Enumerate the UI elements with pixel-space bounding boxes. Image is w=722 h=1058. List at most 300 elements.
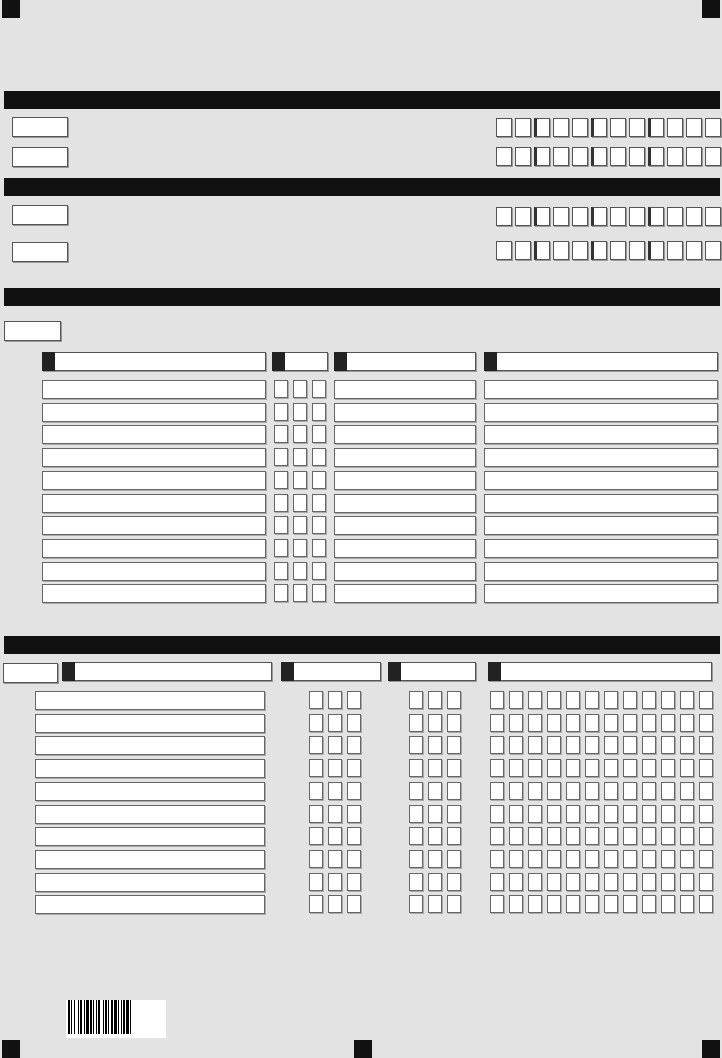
bank-amount-digit-cell[interactable] — [528, 759, 542, 777]
bank-amount-digit-cell[interactable] — [490, 827, 504, 845]
bank-amount-digit-cell[interactable] — [604, 827, 618, 845]
country-code-cell[interactable] — [293, 494, 307, 512]
country-code-cell[interactable] — [312, 516, 326, 534]
bank-country-code-cell[interactable] — [347, 782, 361, 800]
bank-amount-digit-cell[interactable] — [509, 805, 523, 823]
bank-amount-digit-cell[interactable] — [623, 850, 637, 868]
property-type-input[interactable] — [42, 425, 266, 444]
bin-digit-cell[interactable] — [515, 147, 531, 166]
bank-name-input[interactable] — [35, 714, 265, 733]
amount-digit-cell[interactable] — [534, 207, 550, 226]
bank-amount-digit-cell[interactable] — [547, 691, 561, 709]
bank-amount-digit-cell[interactable] — [566, 714, 580, 732]
bank-amount-digit-cell[interactable] — [699, 714, 713, 732]
bank-amount-digit-cell[interactable] — [623, 805, 637, 823]
country-code-cell[interactable] — [274, 471, 288, 489]
bin-digit-cell[interactable] — [705, 147, 721, 166]
currency-code-cell[interactable] — [447, 805, 461, 823]
currency-code-cell[interactable] — [447, 714, 461, 732]
barcode-bar — [130, 1000, 131, 1034]
amount-digit-cell[interactable] — [534, 118, 550, 137]
bank-amount-digit-cell[interactable] — [661, 805, 675, 823]
amount-digit-cell[interactable] — [667, 241, 683, 260]
bank-country-code-cell[interactable] — [309, 850, 323, 868]
bank-country-code-cell[interactable] — [347, 895, 361, 913]
bin-digit-cell[interactable] — [553, 147, 569, 166]
bank-country-code-cell[interactable] — [309, 736, 323, 754]
bank-amount-digit-cell[interactable] — [699, 850, 713, 868]
property-type-input[interactable] — [42, 448, 266, 467]
bank-country-code-cell[interactable] — [309, 759, 323, 777]
bank-amount-digit-cell[interactable] — [604, 759, 618, 777]
bank-amount-digit-cell[interactable] — [661, 691, 675, 709]
bank-amount-digit-cell[interactable] — [566, 782, 580, 800]
bank-amount-digit-cell[interactable] — [547, 873, 561, 891]
bank-name-input[interactable] — [35, 759, 265, 778]
bank-amount-digit-cell[interactable] — [566, 873, 580, 891]
currency-code-cell[interactable] — [447, 895, 461, 913]
currency-code-cell[interactable] — [428, 691, 442, 709]
identification-number-input[interactable] — [334, 539, 476, 558]
property-location-input[interactable] — [484, 516, 718, 535]
property-location-input[interactable] — [484, 584, 718, 603]
bank-amount-digit-cell[interactable] — [680, 691, 694, 709]
country-code-cell[interactable] — [293, 562, 307, 580]
country-code-cell[interactable] — [312, 448, 326, 466]
bank-amount-digit-cell[interactable] — [490, 850, 504, 868]
bank-amount-digit-cell[interactable] — [566, 850, 580, 868]
property-location-input[interactable] — [484, 403, 718, 422]
bank-country-code-cell[interactable] — [347, 736, 361, 754]
bin-digit-cell[interactable] — [591, 147, 607, 166]
bank-amount-digit-cell[interactable] — [509, 714, 523, 732]
property-location-input[interactable] — [484, 562, 718, 581]
bin-digit-cell[interactable] — [648, 147, 664, 166]
currency-code-cell[interactable] — [409, 895, 423, 913]
bank-name-input[interactable] — [35, 827, 265, 846]
bank-amount-digit-cell[interactable] — [623, 873, 637, 891]
bank-amount-digit-cell[interactable] — [642, 691, 656, 709]
country-code-cell[interactable] — [293, 403, 307, 421]
bank-amount-digit-cell[interactable] — [699, 873, 713, 891]
country-code-cell[interactable] — [274, 516, 288, 534]
currency-code-cell[interactable] — [409, 805, 423, 823]
bank-amount-digit-cell[interactable] — [699, 805, 713, 823]
bank-country-code-cell[interactable] — [328, 873, 342, 891]
bank-amount-digit-cell[interactable] — [566, 691, 580, 709]
currency-code-cell[interactable] — [428, 805, 442, 823]
bank-country-code-cell[interactable] — [347, 691, 361, 709]
bank-amount-digit-cell[interactable] — [585, 736, 599, 754]
bank-amount-digit-cell[interactable] — [604, 691, 618, 709]
bank-amount-digit-cell[interactable] — [661, 895, 675, 913]
bank-amount-digit-cell[interactable] — [585, 759, 599, 777]
country-code-cell[interactable] — [274, 448, 288, 466]
bank-amount-digit-cell[interactable] — [604, 895, 618, 913]
amount-digit-cell[interactable] — [553, 118, 569, 137]
bank-country-code-cell[interactable] — [309, 691, 323, 709]
country-code-cell[interactable] — [312, 539, 326, 557]
bank-amount-digit-cell[interactable] — [699, 759, 713, 777]
bank-amount-digit-cell[interactable] — [642, 873, 656, 891]
bank-amount-digit-cell[interactable] — [566, 759, 580, 777]
bank-amount-digit-cell[interactable] — [566, 736, 580, 754]
amount-digit-cell[interactable] — [496, 118, 512, 137]
currency-code-cell[interactable] — [409, 759, 423, 777]
bank-amount-digit-cell[interactable] — [585, 827, 599, 845]
identification-number-input[interactable] — [334, 494, 476, 513]
bank-amount-digit-cell[interactable] — [509, 759, 523, 777]
identification-number-input[interactable] — [334, 516, 476, 535]
property-location-input[interactable] — [484, 471, 718, 490]
amount-digit-cell[interactable] — [610, 207, 626, 226]
bank-amount-digit-cell[interactable] — [680, 714, 694, 732]
bin-digit-cell[interactable] — [534, 147, 550, 166]
identification-number-input[interactable] — [334, 380, 476, 399]
currency-code-cell[interactable] — [428, 873, 442, 891]
currency-code-cell[interactable] — [447, 827, 461, 845]
amount-digit-cell[interactable] — [629, 207, 645, 226]
bank-amount-digit-cell[interactable] — [528, 782, 542, 800]
bank-name-input[interactable] — [35, 873, 265, 892]
property-type-input[interactable] — [42, 562, 266, 581]
amount-digit-cell[interactable] — [705, 118, 721, 137]
currency-code-cell[interactable] — [447, 782, 461, 800]
bank-amount-digit-cell[interactable] — [528, 691, 542, 709]
country-code-cell[interactable] — [312, 380, 326, 398]
property-type-input[interactable] — [42, 584, 266, 603]
amount-digit-cell[interactable] — [496, 207, 512, 226]
identification-number-input[interactable] — [334, 471, 476, 490]
bank-country-code-cell[interactable] — [309, 714, 323, 732]
currency-code-cell[interactable] — [428, 736, 442, 754]
bank-amount-digit-cell[interactable] — [623, 827, 637, 845]
bank-amount-digit-cell[interactable] — [509, 895, 523, 913]
identification-number-input[interactable] — [334, 425, 476, 444]
amount-digit-cell[interactable] — [496, 241, 512, 260]
bank-country-code-cell[interactable] — [309, 873, 323, 891]
property-location-input[interactable] — [484, 380, 718, 399]
bank-amount-digit-cell[interactable] — [680, 873, 694, 891]
bank-amount-digit-cell[interactable] — [604, 850, 618, 868]
amount-digit-cell[interactable] — [686, 241, 702, 260]
bank-amount-digit-cell[interactable] — [490, 736, 504, 754]
bank-amount-digit-cell[interactable] — [661, 759, 675, 777]
identification-number-input[interactable] — [334, 403, 476, 422]
country-code-cell[interactable] — [274, 562, 288, 580]
country-code-cell[interactable] — [312, 494, 326, 512]
bank-amount-digit-cell[interactable] — [547, 805, 561, 823]
bank-amount-digit-cell[interactable] — [604, 736, 618, 754]
bank-country-code-cell[interactable] — [328, 827, 342, 845]
bin-digit-cell[interactable] — [496, 147, 512, 166]
bank-amount-digit-cell[interactable] — [642, 759, 656, 777]
bank-amount-digit-cell[interactable] — [604, 873, 618, 891]
bank-name-input[interactable] — [35, 691, 265, 710]
country-code-cell[interactable] — [312, 471, 326, 489]
bank-country-code-cell[interactable] — [309, 782, 323, 800]
bank-country-code-cell[interactable] — [347, 827, 361, 845]
bank-amount-digit-cell[interactable] — [585, 805, 599, 823]
amount-digit-cell[interactable] — [705, 241, 721, 260]
bank-amount-digit-cell[interactable] — [566, 805, 580, 823]
amount-digit-cell[interactable] — [572, 207, 588, 226]
property-type-input[interactable] — [42, 539, 266, 558]
bin-digit-cell[interactable] — [629, 147, 645, 166]
bank-amount-digit-cell[interactable] — [490, 805, 504, 823]
bank-amount-digit-cell[interactable] — [623, 691, 637, 709]
currency-code-cell[interactable] — [447, 759, 461, 777]
bank-amount-digit-cell[interactable] — [528, 850, 542, 868]
country-code-cell[interactable] — [293, 471, 307, 489]
bank-amount-digit-cell[interactable] — [623, 782, 637, 800]
bank-amount-digit-cell[interactable] — [604, 782, 618, 800]
country-code-cell[interactable] — [293, 516, 307, 534]
bank-amount-digit-cell[interactable] — [699, 895, 713, 913]
amount-digit-cell[interactable] — [667, 207, 683, 226]
bank-amount-digit-cell[interactable] — [585, 895, 599, 913]
bank-amount-digit-cell[interactable] — [547, 759, 561, 777]
bank-country-code-cell[interactable] — [328, 782, 342, 800]
amount-digit-cell[interactable] — [648, 118, 664, 137]
bank-amount-digit-cell[interactable] — [680, 782, 694, 800]
bank-amount-digit-cell[interactable] — [642, 850, 656, 868]
bank-amount-digit-cell[interactable] — [490, 714, 504, 732]
currency-code-cell[interactable] — [409, 782, 423, 800]
amount-digit-cell[interactable] — [553, 207, 569, 226]
bank-amount-digit-cell[interactable] — [642, 805, 656, 823]
bank-amount-digit-cell[interactable] — [585, 850, 599, 868]
currency-code-cell[interactable] — [409, 736, 423, 754]
bank-amount-digit-cell[interactable] — [528, 895, 542, 913]
amount-digit-cell[interactable] — [648, 241, 664, 260]
bank-amount-digit-cell[interactable] — [585, 714, 599, 732]
bank-name-input[interactable] — [35, 895, 265, 914]
country-code-cell[interactable] — [293, 425, 307, 443]
bank-amount-digit-cell[interactable] — [699, 691, 713, 709]
currency-code-cell[interactable] — [428, 850, 442, 868]
bank-country-code-cell[interactable] — [309, 895, 323, 913]
country-code-cell[interactable] — [274, 380, 288, 398]
currency-code-cell[interactable] — [447, 850, 461, 868]
bank-country-code-cell[interactable] — [347, 805, 361, 823]
bank-amount-digit-cell[interactable] — [661, 736, 675, 754]
currency-code-cell[interactable] — [428, 782, 442, 800]
amount-digit-cell[interactable] — [610, 241, 626, 260]
currency-code-cell[interactable] — [409, 691, 423, 709]
amount-digit-cell[interactable] — [591, 207, 607, 226]
identification-number-input[interactable] — [334, 562, 476, 581]
bank-amount-digit-cell[interactable] — [547, 827, 561, 845]
amount-digit-cell[interactable] — [515, 241, 531, 260]
bank-amount-digit-cell[interactable] — [661, 782, 675, 800]
bank-amount-digit-cell[interactable] — [490, 782, 504, 800]
bank-amount-digit-cell[interactable] — [680, 759, 694, 777]
barcode — [66, 1000, 166, 1038]
country-code-cell[interactable] — [274, 539, 288, 557]
bank-amount-digit-cell[interactable] — [509, 873, 523, 891]
bank-amount-digit-cell[interactable] — [699, 736, 713, 754]
currency-code-cell[interactable] — [447, 736, 461, 754]
country-code-cell[interactable] — [274, 494, 288, 512]
bank-amount-digit-cell[interactable] — [547, 782, 561, 800]
bank-amount-digit-cell[interactable] — [547, 895, 561, 913]
bank-amount-digit-cell[interactable] — [642, 714, 656, 732]
bin-digit-cell[interactable] — [686, 147, 702, 166]
bank-amount-digit-cell[interactable] — [642, 895, 656, 913]
property-type-input[interactable] — [42, 494, 266, 513]
bank-amount-digit-cell[interactable] — [699, 827, 713, 845]
bank-amount-digit-cell[interactable] — [680, 736, 694, 754]
bank-amount-digit-cell[interactable] — [585, 691, 599, 709]
country-code-cell[interactable] — [312, 425, 326, 443]
bank-country-code-cell[interactable] — [309, 805, 323, 823]
bank-name-input[interactable] — [35, 850, 265, 869]
bank-amount-digit-cell[interactable] — [509, 782, 523, 800]
bank-amount-digit-cell[interactable] — [680, 850, 694, 868]
amount-digit-cell[interactable] — [515, 118, 531, 137]
bank-amount-digit-cell[interactable] — [566, 827, 580, 845]
currency-code-cell[interactable] — [409, 827, 423, 845]
amount-digit-cell[interactable] — [610, 118, 626, 137]
identification-number-input[interactable] — [334, 584, 476, 603]
amount-digit-cell[interactable] — [648, 207, 664, 226]
property-type-input[interactable] — [42, 380, 266, 399]
property-type-input[interactable] — [42, 471, 266, 490]
bank-name-input[interactable] — [35, 782, 265, 801]
currency-code-cell[interactable] — [447, 873, 461, 891]
bank-amount-digit-cell[interactable] — [566, 895, 580, 913]
bank-amount-digit-cell[interactable] — [661, 714, 675, 732]
amount-digit-cell[interactable] — [515, 207, 531, 226]
bank-amount-digit-cell[interactable] — [680, 827, 694, 845]
bank-amount-digit-cell[interactable] — [585, 873, 599, 891]
bank-country-code-cell[interactable] — [309, 827, 323, 845]
bank-amount-digit-cell[interactable] — [547, 736, 561, 754]
amount-digit-cell[interactable] — [553, 241, 569, 260]
amount-digit-cell[interactable] — [686, 118, 702, 137]
country-code-cell[interactable] — [293, 539, 307, 557]
bank-amount-digit-cell[interactable] — [642, 736, 656, 754]
bank-amount-digit-cell[interactable] — [642, 782, 656, 800]
bank-amount-digit-cell[interactable] — [509, 691, 523, 709]
bank-country-code-cell[interactable] — [328, 691, 342, 709]
currency-code-cell[interactable] — [409, 873, 423, 891]
bank-country-code-cell[interactable] — [328, 895, 342, 913]
bank-amount-digit-cell[interactable] — [490, 691, 504, 709]
bank-amount-digit-cell[interactable] — [509, 850, 523, 868]
bank-country-code-cell[interactable] — [347, 759, 361, 777]
property-type-input[interactable] — [42, 403, 266, 422]
bank-amount-digit-cell[interactable] — [623, 736, 637, 754]
bank-country-code-cell[interactable] — [328, 805, 342, 823]
bank-amount-digit-cell[interactable] — [623, 714, 637, 732]
currency-code-cell[interactable] — [428, 827, 442, 845]
currency-code-cell[interactable] — [447, 691, 461, 709]
bank-country-code-cell[interactable] — [328, 714, 342, 732]
currency-code-cell[interactable] — [428, 759, 442, 777]
bank-amount-digit-cell[interactable] — [604, 714, 618, 732]
property-type-input[interactable] — [42, 516, 266, 535]
bank-amount-digit-cell[interactable] — [661, 850, 675, 868]
bank-amount-digit-cell[interactable] — [623, 759, 637, 777]
bank-name-input[interactable] — [35, 736, 265, 755]
bank-amount-digit-cell[interactable] — [509, 827, 523, 845]
country-code-cell[interactable] — [274, 584, 288, 602]
bank-country-code-cell[interactable] — [347, 873, 361, 891]
bank-amount-digit-cell[interactable] — [547, 850, 561, 868]
country-code-cell[interactable] — [293, 380, 307, 398]
currency-code-cell[interactable] — [428, 895, 442, 913]
bin-digit-cell[interactable] — [610, 147, 626, 166]
property-location-input[interactable] — [484, 425, 718, 444]
currency-code-cell[interactable] — [409, 850, 423, 868]
amount-digit-cell[interactable] — [572, 241, 588, 260]
identification-number-input[interactable] — [334, 448, 476, 467]
amount-digit-cell[interactable] — [629, 241, 645, 260]
bank-amount-digit-cell[interactable] — [547, 714, 561, 732]
bank-amount-digit-cell[interactable] — [680, 805, 694, 823]
country-code-cell[interactable] — [312, 403, 326, 421]
amount-digit-cell[interactable] — [629, 118, 645, 137]
bank-amount-digit-cell[interactable] — [642, 827, 656, 845]
bank-country-code-cell[interactable] — [347, 714, 361, 732]
bank-country-code-cell[interactable] — [328, 759, 342, 777]
bank-amount-digit-cell[interactable] — [509, 736, 523, 754]
bank-country-code-cell[interactable] — [328, 850, 342, 868]
bank-amount-digit-cell[interactable] — [680, 895, 694, 913]
amount-digit-cell[interactable] — [591, 241, 607, 260]
bank-amount-digit-cell[interactable] — [528, 873, 542, 891]
amount-digit-cell[interactable] — [686, 207, 702, 226]
property-location-input[interactable] — [484, 539, 718, 558]
bank-amount-digit-cell[interactable] — [490, 895, 504, 913]
bank-amount-digit-cell[interactable] — [528, 736, 542, 754]
property-location-input[interactable] — [484, 448, 718, 467]
bank-amount-digit-cell[interactable] — [528, 827, 542, 845]
bank-amount-digit-cell[interactable] — [490, 873, 504, 891]
bank-amount-digit-cell[interactable] — [699, 782, 713, 800]
property-location-input[interactable] — [484, 494, 718, 513]
bank-amount-digit-cell[interactable] — [528, 714, 542, 732]
amount-digit-cell[interactable] — [534, 241, 550, 260]
amount-digit-cell[interactable] — [705, 207, 721, 226]
bank-amount-digit-cell[interactable] — [585, 782, 599, 800]
country-code-cell[interactable] — [312, 562, 326, 580]
country-code-cell[interactable] — [312, 584, 326, 602]
country-code-cell[interactable] — [293, 584, 307, 602]
bank-amount-digit-cell[interactable] — [661, 827, 675, 845]
currency-code-cell[interactable] — [409, 714, 423, 732]
amount-digit-cell[interactable] — [591, 118, 607, 137]
bank-amount-digit-cell[interactable] — [623, 895, 637, 913]
bin-digit-cell[interactable] — [667, 147, 683, 166]
bin-digit-cell[interactable] — [572, 147, 588, 166]
bank-country-code-cell[interactable] — [328, 736, 342, 754]
bank-amount-digit-cell[interactable] — [528, 805, 542, 823]
bank-amount-digit-cell[interactable] — [604, 805, 618, 823]
country-code-cell[interactable] — [274, 425, 288, 443]
amount-digit-cell[interactable] — [667, 118, 683, 137]
bank-name-input[interactable] — [35, 805, 265, 824]
bank-amount-digit-cell[interactable] — [490, 759, 504, 777]
currency-code-cell[interactable] — [428, 714, 442, 732]
country-code-cell[interactable] — [274, 403, 288, 421]
bank-amount-digit-cell[interactable] — [661, 873, 675, 891]
bank-country-code-cell[interactable] — [347, 850, 361, 868]
country-code-cell[interactable] — [293, 448, 307, 466]
amount-digit-cell[interactable] — [572, 118, 588, 137]
